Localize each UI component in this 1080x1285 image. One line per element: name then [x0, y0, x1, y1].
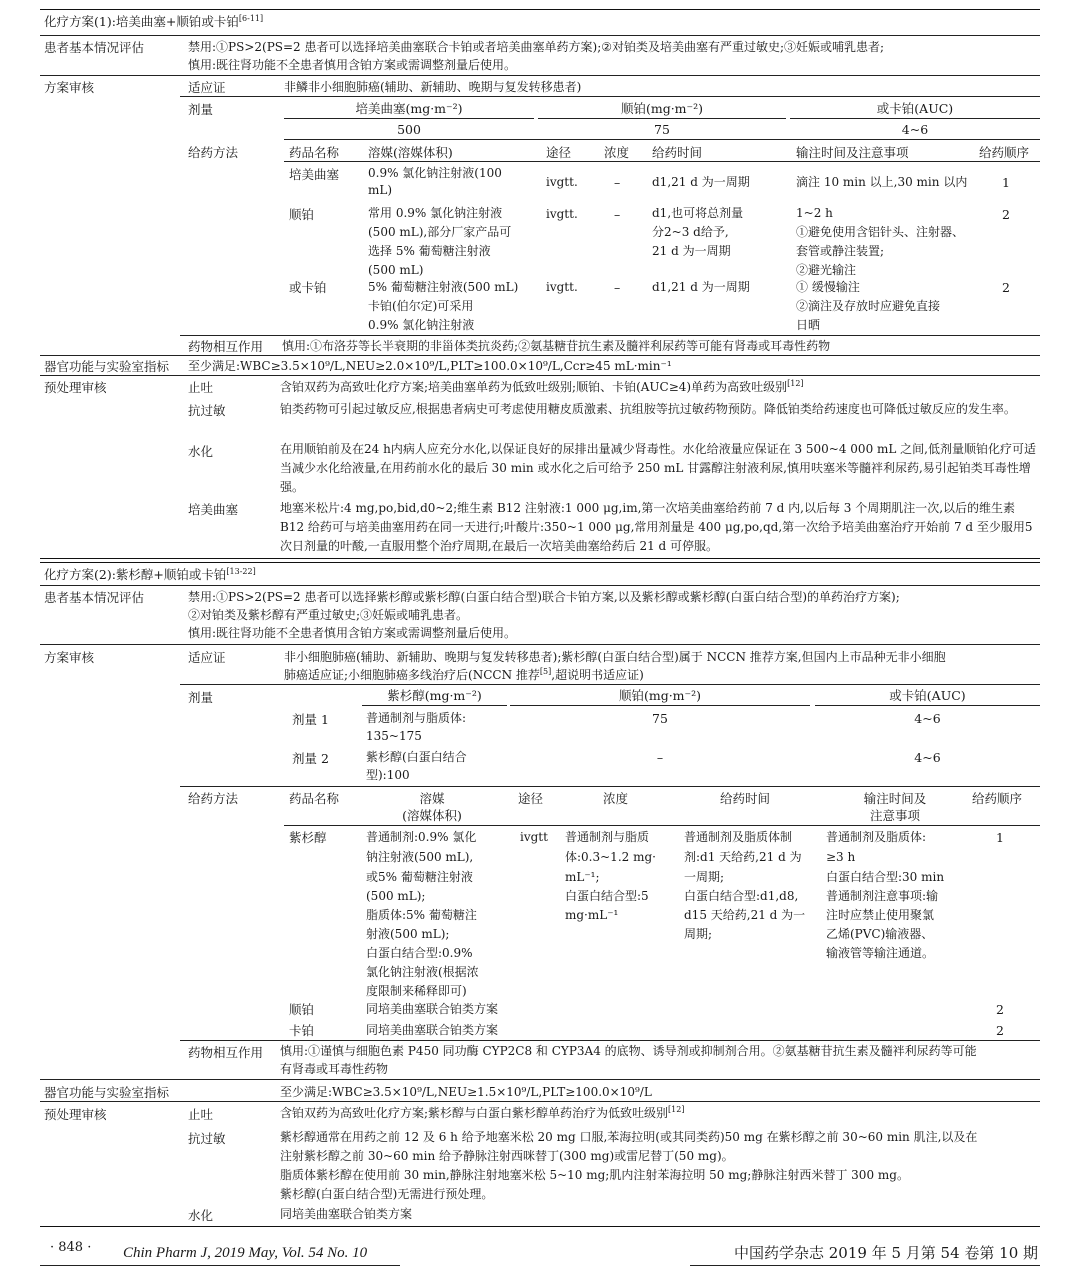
s2-r1-time: 一周期;	[684, 870, 725, 884]
section1-title: 化疗方案(1):培美曲塞+顺铂或卡铂[6-11]	[44, 13, 264, 29]
rule	[284, 139, 1040, 140]
s2-r1-time: 周期;	[684, 927, 713, 941]
s2-r1-time: 剂:d1 天给药,21 d 为	[684, 850, 802, 864]
page-number: · 848 ·	[50, 1240, 92, 1255]
s2-r1-solvent: 脂质体:5% 葡萄糖注	[366, 908, 477, 922]
s2-r1-conc: 白蛋白结合型:5	[565, 889, 649, 903]
s1-emesis-label: 止吐	[188, 380, 214, 395]
s1-dose-head-cisplatin: 顺铂(mg·m⁻²)	[620, 101, 704, 116]
s2-r2-order: 2	[996, 1002, 1004, 1017]
s1-r3-infusion: ① 缓慢输注	[796, 280, 860, 294]
rule	[284, 118, 534, 119]
section2-title: 化疗方案(2):紫杉醇+顺铂或卡铂[13-22]	[44, 566, 256, 582]
s2-r1-drug: 紫杉醇	[289, 830, 327, 845]
s1-col-conc: 浓度	[604, 145, 630, 160]
s2-col-infusion: 输注时间及	[863, 791, 927, 806]
s1-r2-infusion: 套管或静注装置;	[796, 244, 885, 258]
rule	[40, 1079, 1040, 1080]
rule	[790, 118, 1040, 119]
s1-dose-value-cisplatin: 75	[654, 122, 670, 137]
s2-interaction-label: 药物相互作用	[188, 1045, 264, 1060]
s1-r3-solvent: 0.9% 氯化钠注射液	[368, 318, 475, 332]
s2-basic-label: 患者基本情况评估	[44, 590, 145, 605]
s2-r1-infusion: 乙烯(PVC)输液器、	[826, 927, 934, 941]
rule	[40, 35, 1040, 36]
s1-hydration-label: 水化	[188, 444, 214, 459]
s1-indication-text: 非鳞非小细胞肺癌(辅助、新辅助、晚期与复发转移患者)	[284, 80, 582, 94]
s2-r1-solvent: (500 mL);	[366, 889, 426, 903]
s2-allergy-label: 抗过敏	[188, 1131, 226, 1146]
s1-r3-route: ivgtt.	[546, 280, 578, 294]
s1-col-route: 途径	[546, 145, 572, 160]
s2-col-conc: 浓度	[603, 791, 629, 806]
s2-basic-contra: 禁用:①PS>2(PS=2 患者可以选择紫杉醇或紫杉醇(白蛋白结合型)联合卡铂方案,以及紫杉醇或紫杉醇(白蛋白结合型)的单药治疗方案);	[188, 590, 900, 604]
s2-r2-text: 同培美曲塞联合铂类方案	[366, 1002, 499, 1016]
s1-col-time: 给药时间	[652, 145, 703, 160]
s1-organ-text: 至少满足:WBC≥3.5×10⁹/L,NEU≥2.0×10⁹/L,PLT≥100.0×10⁹/L,Ccr≥45 mL·min⁻¹	[188, 359, 672, 373]
s1-r1-time: d1,21 d 为一周期	[652, 175, 750, 189]
s1-col-drug: 药品名称	[289, 145, 340, 160]
s2-organ-label: 器官功能与实验室指标	[44, 1085, 170, 1100]
s2-review-label: 方案审核	[44, 650, 95, 665]
s2-r1-conc: mL⁻¹;	[565, 870, 600, 884]
table2-top-rule	[40, 562, 1040, 563]
table2-bottom-rule	[40, 1226, 1040, 1227]
s2-r2-drug: 顺铂	[289, 1002, 315, 1017]
s2-organ-text: 至少满足:WBC≥3.5×10⁹/L,NEU≥1.5×10⁹/L,PLT≥100.0×10⁹/L	[280, 1085, 652, 1099]
journal-chinese: 中国药学杂志 2019 年 5 月第 54 卷第 10 期	[734, 1244, 1039, 1262]
s1-r3-infusion: 日晒	[796, 318, 821, 332]
s2-col-infusion: 注意事项	[869, 808, 920, 823]
s2-col-time: 给药时间	[720, 791, 771, 806]
s1-indication-label: 适应证	[188, 80, 226, 95]
s2-r1-conc: 体:0.3~1.2 mg·	[565, 850, 656, 864]
s2-dose1-label: 剂量 1	[292, 712, 329, 727]
s1-r1-route: ivgtt.	[546, 175, 578, 189]
s2-dose1-carboplatin: 4~6	[914, 711, 941, 726]
s1-pemetrexed-label: 培美曲塞	[188, 502, 239, 517]
s2-allergy-text: 注射紫杉醇之前 30~60 min 给予静脉注射西咪替丁(300 mg)或雷尼替丁(50 mg)。	[280, 1149, 734, 1163]
s2-emesis-text: 含铂双药为高致吐化疗方案;紫杉醇与白蛋白紫杉醇单药治疗为低致吐级别[12]	[280, 1105, 685, 1120]
s1-r2-order: 2	[1002, 207, 1010, 222]
rule	[284, 161, 1040, 162]
rule	[40, 75, 1040, 76]
s2-r1-infusion: 普通制剂及脂质体:	[826, 830, 927, 844]
s1-r2-infusion: 1~2 h	[796, 206, 833, 220]
s1-r2-time: 21 d 为一周期	[652, 244, 731, 258]
s1-allergy-label: 抗过敏	[188, 403, 226, 418]
s2-interaction-text: 慎用:①谨慎与细胞色素 P450 同功酶 CYP2C8 和 CYP3A4 的底物、诱导剂或抑制剂合用。②氨基糖苷抗生素及髓袢利尿药等可能	[280, 1044, 977, 1058]
s1-r1-solvent: mL)	[368, 183, 393, 197]
s1-dose-value-pemetrexed: 500	[397, 122, 421, 137]
s1-basic-contra: 禁用:①PS>2(PS=2 患者可以选择培美曲塞联合卡铂或者培美曲塞单药方案);②对铂类及培美曲塞有严重过敏史;③妊娠或哺乳患者;	[188, 40, 885, 54]
s1-r2-solvent: (500 mL)	[368, 263, 424, 277]
s1-allergy-text: 铂类药物可引起过敏反应,根据患者病史可考虑使用糖皮质激素、抗组胺等抗过敏药物预防。降低铂类给药速度也可降低过敏反应的发生率。	[280, 402, 1016, 416]
s1-r3-time: d1,21 d 为一周期	[652, 280, 750, 294]
s2-indication-text: 非小细胞肺癌(辅助、新辅助、晚期与复发转移患者);紫杉醇(白蛋白结合型)属于 NCCN 推荐方案,但国内上市品种无非小细胞	[284, 650, 946, 664]
s2-indication-label: 适应证	[188, 650, 226, 665]
rule	[180, 684, 1040, 685]
s2-allergy-text: 紫杉醇(白蛋白结合型)无需进行预处理。	[280, 1187, 494, 1201]
s2-pre-label: 预处理审核	[44, 1107, 107, 1122]
s2-r1-infusion: 白蛋白结合型:30 min	[826, 870, 945, 884]
s2-col-order: 给药顺序	[972, 791, 1023, 806]
s2-r1-solvent: 氯化钠注射液(根据浓	[366, 965, 479, 979]
s2-dose2-label: 剂量 2	[292, 751, 329, 766]
s1-dose-head-pemetrexed: 培美曲塞(mg·m⁻²)	[355, 101, 463, 116]
table1-top-rule	[40, 9, 1040, 10]
s2-hydration-text: 同培美曲塞联合铂类方案	[280, 1207, 413, 1221]
s2-r3-text: 同培美曲塞联合铂类方案	[366, 1023, 499, 1037]
rule	[510, 705, 810, 706]
s2-r1-infusion: ≥3 h	[826, 850, 856, 864]
s2-dose2-paclitaxel: 紫杉醇(白蛋白结合	[366, 750, 467, 764]
rule	[180, 96, 1040, 97]
s2-dose2-carboplatin: 4~6	[914, 750, 941, 765]
footer-rule	[40, 1265, 400, 1266]
s2-allergy-text: 紫杉醇通常在用药之前 12 及 6 h 给予地塞米松 20 mg 口服,苯海拉明(或其同类药)50 mg 在紫杉醇之前 30~60 min 肌注,以及在	[280, 1130, 978, 1144]
s1-pre-label: 预处理审核	[44, 380, 107, 395]
s2-emesis-label: 止吐	[188, 1107, 214, 1122]
rule	[362, 705, 507, 706]
s1-r2-solvent: 选择 5% 葡萄糖注射液	[368, 244, 491, 258]
s1-r2-time: 分2~3 d给予,	[652, 225, 729, 239]
s1-pemetrexed-text: 地塞米松片:4 mg,po,bid,d0~2;维生素 B12 注射液:1 000 μg,im,第一次培美曲塞给药前 7 d 内,以后每 3 个周期肌注一次,以后的维生素 B12 给药可与培美曲塞用药在同一天进行;叶酸片:350~1 000 μg,常用剂量是 400 μg,po,qd,第一次给予培美曲塞治疗开始前 7 d 至少服用5 次日剂量的叶酸,一直服用整个治疗周期,在最后一次培美曲塞给药后 21 d 可停服。	[280, 501, 1033, 553]
s2-r1-solvent: 度限制来稀释即可)	[366, 984, 467, 998]
s2-dose-head-paclitaxel: 紫杉醇(mg·m⁻²)	[387, 688, 482, 703]
s1-basic-caution: 慎用:既往肾功能不全患者慎用含铂方案或需调整剂量后使用。	[188, 58, 517, 72]
s1-r2-solvent: (500 mL),部分厂家产品可	[368, 225, 512, 239]
s1-r2-solvent: 常用 0.9% 氯化钠注射液	[368, 206, 503, 220]
s1-r2-infusion: ①避免使用含铝针头、注射器、	[796, 225, 965, 239]
s2-r1-time: d15 天给药,21 d 为一	[684, 908, 806, 922]
rule	[40, 375, 1040, 376]
s1-interaction-text: 慎用:①布洛芬等长半衰期的非甾体类抗炎药;②氨基糖苷抗生素及髓袢利尿药等可能有肾毒或耳毒性药物	[282, 339, 831, 353]
s2-r1-infusion: 输液管等输注通道。	[826, 946, 935, 960]
s2-dose-head-carboplatin: 或卡铂(AUC)	[889, 688, 966, 703]
rule	[284, 825, 1040, 826]
s2-r3-order: 2	[996, 1023, 1004, 1038]
s2-r1-route: ivgtt	[520, 830, 548, 844]
s2-indication-text: 肺癌适应证;小细胞肺癌多线治疗后(NCCN 推荐[5],超说明书适应证)	[284, 667, 644, 682]
s2-r1-order: 1	[996, 830, 1004, 845]
table1-bottom-rule	[40, 558, 1040, 559]
s1-interaction-label: 药物相互作用	[188, 339, 264, 354]
rule	[538, 118, 786, 119]
s2-r1-solvent: 白蛋白结合型:0.9%	[366, 946, 473, 960]
s2-admin-label: 给药方法	[188, 791, 239, 806]
s1-dose-head-carboplatin: 或卡铂(AUC)	[876, 101, 954, 116]
s1-r3-solvent: 5% 葡萄糖注射液(500 mL)	[368, 280, 519, 294]
s2-r1-solvent: 钠注射液(500 mL),	[366, 850, 474, 864]
s2-r1-conc: mg·mL⁻¹	[565, 908, 619, 922]
s1-r2-infusion: ②避光输注	[796, 263, 857, 277]
s1-dose-label: 剂量	[188, 102, 214, 117]
s1-r2-conc: –	[614, 207, 621, 222]
rule	[40, 585, 1040, 586]
s2-dose1-paclitaxel: 135~175	[366, 729, 422, 743]
s2-r1-conc: 普通制剂与脂质	[565, 830, 650, 844]
s2-col-route: 途径	[518, 791, 544, 806]
s2-dose-label: 剂量	[188, 690, 214, 705]
s2-dose2-paclitaxel: 型):100	[366, 768, 410, 782]
s1-col-infusion: 输注时间及注意事项	[796, 145, 909, 160]
rule	[180, 335, 1040, 336]
s2-col-drug: 药品名称	[289, 791, 340, 806]
s1-r3-drug: 或卡铂	[289, 280, 327, 295]
s2-r1-solvent: 普通制剂:0.9% 氯化	[366, 830, 477, 844]
s2-interaction-text: 有肾毒或耳毒性药物	[280, 1062, 389, 1076]
s1-review-label: 方案审核	[44, 80, 95, 95]
footer-rule	[690, 1265, 1040, 1266]
s1-r3-conc: –	[614, 280, 621, 295]
s2-allergy-text: 脂质体紫杉醇在使用前 30 min,静脉注射地塞米松 5~10 mg;肌内注射苯海拉明 50 mg;静脉注射西米替丁 300 mg。	[280, 1168, 909, 1182]
s2-col-solvent: (溶媒体积)	[402, 808, 462, 823]
s2-col-solvent: 溶媒	[419, 791, 445, 806]
s1-dose-value-carboplatin: 4~6	[901, 122, 929, 137]
s1-r2-time: d1,也可将总剂量	[652, 206, 744, 220]
s1-col-order: 给药顺序	[979, 145, 1030, 160]
s2-dose2-cisplatin: –	[656, 750, 664, 765]
rule	[180, 1040, 1040, 1041]
s1-r1-drug: 培美曲塞	[289, 167, 340, 182]
rule	[40, 355, 1040, 356]
s2-dose-head-cisplatin: 顺铂(mg·m⁻²)	[618, 688, 702, 703]
s1-r3-solvent: 卡铂(伯尔定)可采用	[368, 299, 474, 313]
s2-dose1-cisplatin: 75	[652, 711, 668, 726]
s1-col-solvent: 溶媒(溶媒体积)	[368, 145, 453, 160]
s1-basic-label: 患者基本情况评估	[44, 40, 145, 55]
s2-basic-caution: 慎用:既往肾功能不全患者慎用含铂方案或需调整剂量后使用。	[188, 626, 517, 640]
s2-r1-time: 普通制剂及脂质体制	[684, 830, 793, 844]
rule	[815, 705, 1040, 706]
s1-r1-infusion: 滴注 10 min 以上,30 min 以内	[796, 175, 968, 189]
s1-r3-infusion: ②滴注及存放时应避免直接	[796, 299, 941, 313]
s2-r1-infusion: 普通制剂注意事项:输	[826, 889, 939, 903]
s2-basic-contra2: ②对铂类及紫杉醇有严重过敏史;③妊娠或哺乳患者。	[188, 608, 469, 622]
s2-r1-solvent: 或5% 葡萄糖注射液	[366, 870, 473, 884]
s1-r1-order: 1	[1002, 175, 1010, 190]
s2-dose1-paclitaxel: 普通制剂与脂质体:	[366, 711, 467, 725]
rule	[40, 1101, 1040, 1102]
s2-hydration-label: 水化	[188, 1208, 214, 1223]
s2-r1-time: 白蛋白结合型:d1,d8,	[684, 889, 799, 903]
s1-r2-drug: 顺铂	[289, 207, 315, 222]
journal-english: Chin Pharm J, 2019 May, Vol. 54 No. 10	[123, 1245, 368, 1261]
s1-r3-order: 2	[1002, 280, 1010, 295]
rule	[180, 786, 1040, 787]
s1-r2-route: ivgtt.	[546, 207, 578, 221]
s2-r3-drug: 卡铂	[289, 1023, 315, 1038]
s1-hydration-text: 在用顺铂前及在24 h内病人应充分水化,以保证良好的尿排出量减少肾毒性。水化给液量应保证在 3 500~4 000 mL 之间,低剂量顺铂化疗可适当减少水化给液量,在用药前水化的最后 30 min 或水化之后可给予 250 mL 甘露醇注射液利尿,慎用呋塞米等髓袢利尿药,易引起铂类耳毒性增强。	[280, 442, 1036, 494]
s1-admin-label: 给药方法	[188, 145, 239, 160]
s1-emesis-text: 含铂双药为高致吐化疗方案;培美曲塞单药为低致吐级别;顺铂、卡铂(AUC≥4)单药为高致吐级别[12]	[280, 379, 804, 394]
s1-r1-conc: –	[614, 175, 621, 190]
s1-r1-solvent: 0.9% 氯化钠注射液(100	[368, 166, 502, 180]
s2-r1-infusion: 注时应禁止使用聚氯	[826, 908, 935, 922]
s2-r1-solvent: 射液(500 mL);	[366, 927, 450, 941]
rule	[40, 644, 1040, 645]
s1-organ-label: 器官功能与实验室指标	[44, 359, 170, 374]
